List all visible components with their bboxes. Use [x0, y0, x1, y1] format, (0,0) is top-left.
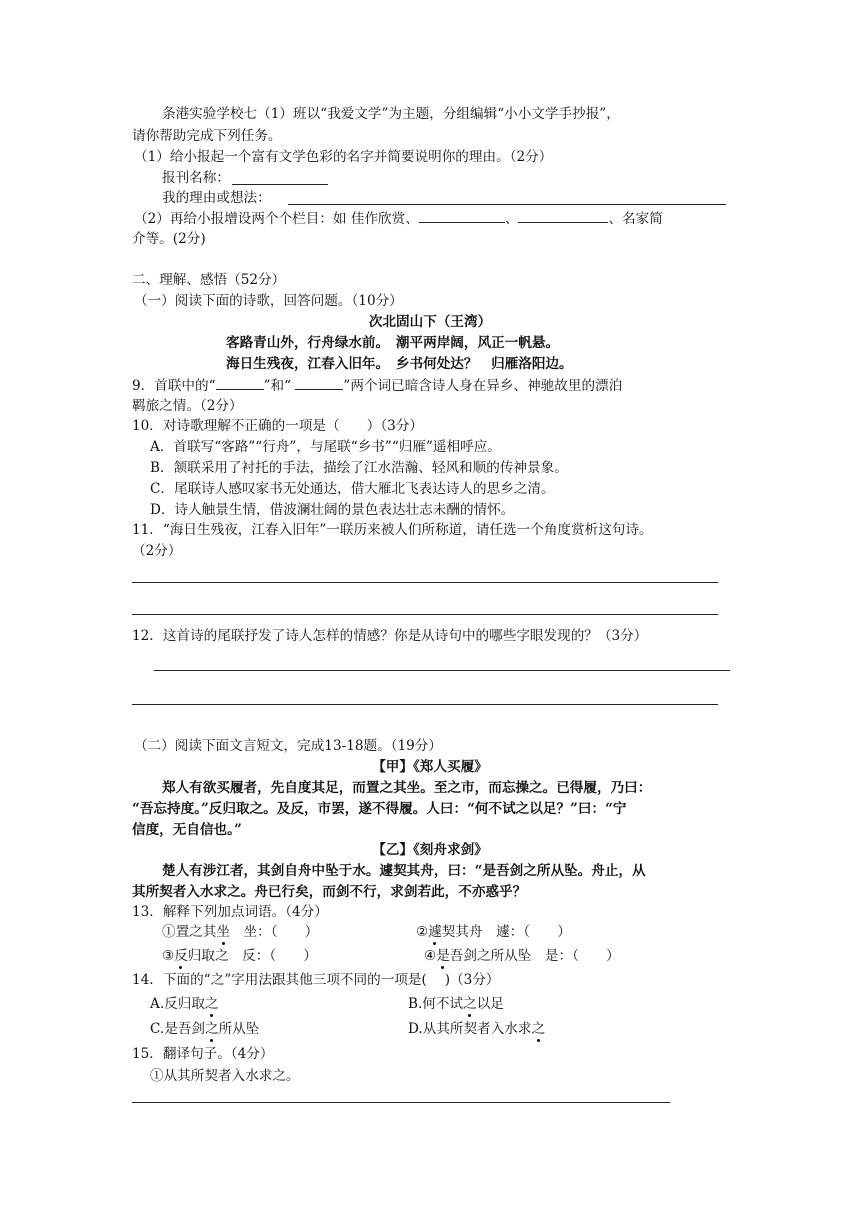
question-9	[132, 375, 622, 396]
q14-option-b-dotted: 之	[463, 996, 477, 1012]
section-2-heading: 二、理解、感悟（52分）	[132, 272, 286, 288]
question-13: 13．解释下列加点词语。（4分）	[132, 904, 328, 920]
q11-answer-line-2[interactable]	[132, 614, 718, 615]
q9-blank-2[interactable]	[295, 375, 343, 390]
q10-option-a[interactable]: A．首联写“客路”“行舟”，与尾联“乡书”“归雁”遥相呼应。	[150, 439, 501, 455]
poem-line-2: 海日生残夜，江春入旧年。 乡书何处达？ 归雁洛阳边。	[226, 356, 573, 372]
q13-item-1-pre: ①置之其	[162, 924, 217, 940]
question-1: （1）给小报起一个富有文学色彩的名字并简要说明你的理由。（2分）	[134, 149, 553, 165]
q14-option-d-dotted: 之	[531, 1021, 546, 1037]
q14-option-a-dotted: 之	[204, 996, 219, 1012]
passage-yi-line-2: 其所契者入水求之。舟已行矣，而剑不行，求剑若此，不亦惑乎？	[132, 884, 527, 900]
q14-option-d-pre: D.从其所契者入水求	[408, 1021, 532, 1037]
q14-option-c-dotted: 之	[205, 1021, 219, 1037]
q13-item-3-dotted: 反	[174, 948, 188, 964]
q13-item-3	[162, 946, 317, 966]
passage-jia-title: 【甲】《郑人买履》	[372, 759, 488, 775]
q13-item-4-post: 吾剑之所从坠 是：（ ）	[449, 948, 620, 964]
q13-item-4-dotted: 是	[436, 948, 450, 964]
passage-jia-line-1: 郑人有欲买履者，先自度其足，而置之其坐。至之市，而忘操之。已得履，乃曰：	[162, 780, 652, 796]
q10-option-c[interactable]: C．尾联诗人感叹家书无处通达，借大雁北飞表达诗人的思乡之清。	[150, 481, 555, 497]
q9-blank-1[interactable]	[216, 375, 264, 390]
q12-answer-line-1[interactable]	[154, 670, 730, 671]
reason-label: 我的理由或想法：	[162, 190, 271, 206]
question-9-text-a: 9．首联中的“	[132, 378, 216, 394]
q13-item-3-pre: ③	[162, 948, 175, 964]
q11-answer-line-1[interactable]	[132, 582, 718, 583]
q10-option-b[interactable]: B．颔联采用了衬托的手法，描绘了江水浩瀚、轻风和顺的传神景象。	[150, 460, 568, 476]
q15-answer-line[interactable]	[132, 1102, 670, 1103]
reason-blank[interactable]	[288, 204, 726, 205]
q10-option-d[interactable]: D．诗人触景生情，借波澜壮阔的景色表达壮志未酬的情怀。	[150, 502, 515, 518]
question-11-score: （2分）	[132, 543, 182, 559]
q14-option-c-pre: C.是吾剑	[150, 1021, 206, 1037]
question-11: 11．“海日生残夜，江春入旧年”一联历来被人们所称道，请任选一个角度赏析这句诗。	[132, 522, 653, 538]
passage-yi-title: 【乙】《刻舟求剑》	[372, 842, 488, 858]
q14-option-a[interactable]	[150, 994, 219, 1014]
column-blank-1[interactable]	[419, 208, 505, 223]
passage-jia-line-2: “吾忘持度。”反归取之。及反，市罢，遂不得履。人曰：“何不试之以足？”曰：“宁	[132, 801, 627, 817]
q14-option-b[interactable]	[408, 994, 504, 1014]
column-blank-2[interactable]	[518, 208, 608, 223]
q14-option-d[interactable]	[408, 1019, 545, 1039]
q13-item-1-dotted: 坐	[216, 924, 230, 940]
poem-line-1: 客路青山外，行舟绿水前。 潮平两岸阔，风正一帆悬。	[226, 335, 560, 351]
newspaper-name-label: 报刊名称：	[162, 170, 230, 186]
question-9-text-b: ”和“	[263, 378, 296, 394]
question-2-sep: 、	[504, 211, 519, 227]
q13-item-2-post: 契其舟 遽：（ ）	[441, 924, 571, 940]
question-9-cont: 羁旅之情。（2分）	[132, 398, 243, 414]
poem-title: 次北固山下（王湾）	[368, 314, 492, 330]
q13-item-3-post: 归取之 反：（ ）	[187, 948, 317, 964]
q13-item-1	[162, 922, 318, 942]
passage-yi-line-1: 楚人有涉江者，其剑自舟中坠于水。遽契其舟，曰：“是吾剑之所从坠。舟止，从	[162, 863, 646, 879]
intro-line-2: 请你帮助完成下列任务。	[132, 128, 282, 144]
question-12: 12．这首诗的尾联抒发了诗人怎样的情感？你是从诗句中的哪些字眼发现的？（3分）	[132, 628, 648, 644]
question-14: 14．下面的“之”字用法跟其他三项不同的一项是( )（3分）	[132, 972, 500, 988]
q13-item-2	[416, 922, 571, 942]
q13-item-1-post: 坐：（ ）	[229, 924, 319, 940]
newspaper-name-blank[interactable]	[232, 184, 328, 185]
q13-item-2-dotted: 遽	[428, 924, 442, 940]
question-9-text-c: ”两个词已暗含诗人身在异乡、神驰故里的漂泊	[343, 378, 623, 394]
question-15: 15．翻译句子。（4分）	[132, 1046, 274, 1062]
question-2	[134, 208, 663, 229]
q14-option-b-pre: B.何不试	[408, 996, 464, 1012]
q14-option-b-post: 以足	[476, 996, 504, 1012]
question-2-cont: 介等。(2分)	[132, 231, 206, 247]
part-2-heading: （二）阅读下面文言短文，完成13-18题。（19分）	[134, 738, 442, 754]
q13-item-4	[424, 946, 620, 966]
question-2-text-b: 、名家简	[608, 211, 663, 227]
part-1-heading: （一）阅读下面的诗歌，回答问题。（10分）	[134, 293, 403, 309]
q15-item-1: ①从其所契者入水求之。	[150, 1068, 300, 1084]
q13-item-4-pre: ④	[424, 948, 437, 964]
question-2-text-a: （2）再给小报增设两个个栏目：如 佳作欣赏、	[134, 211, 419, 227]
q14-option-c-post: 所从坠	[218, 1021, 260, 1037]
q13-item-2-pre: ②	[416, 924, 429, 940]
passage-jia-line-3: 信度，无自信也。”	[132, 822, 242, 838]
q14-option-a-pre: A.反归取	[150, 996, 205, 1012]
question-10: 10．对诗歌理解不正确的一项是（ ）（3分）	[132, 418, 424, 434]
q12-answer-line-2[interactable]	[132, 704, 718, 705]
q14-option-c[interactable]	[150, 1019, 259, 1039]
intro-line-1: 条港实验学校七（1）班以“我爱文学”为主题，分组编辑“小小文学手抄报”，	[162, 106, 620, 122]
